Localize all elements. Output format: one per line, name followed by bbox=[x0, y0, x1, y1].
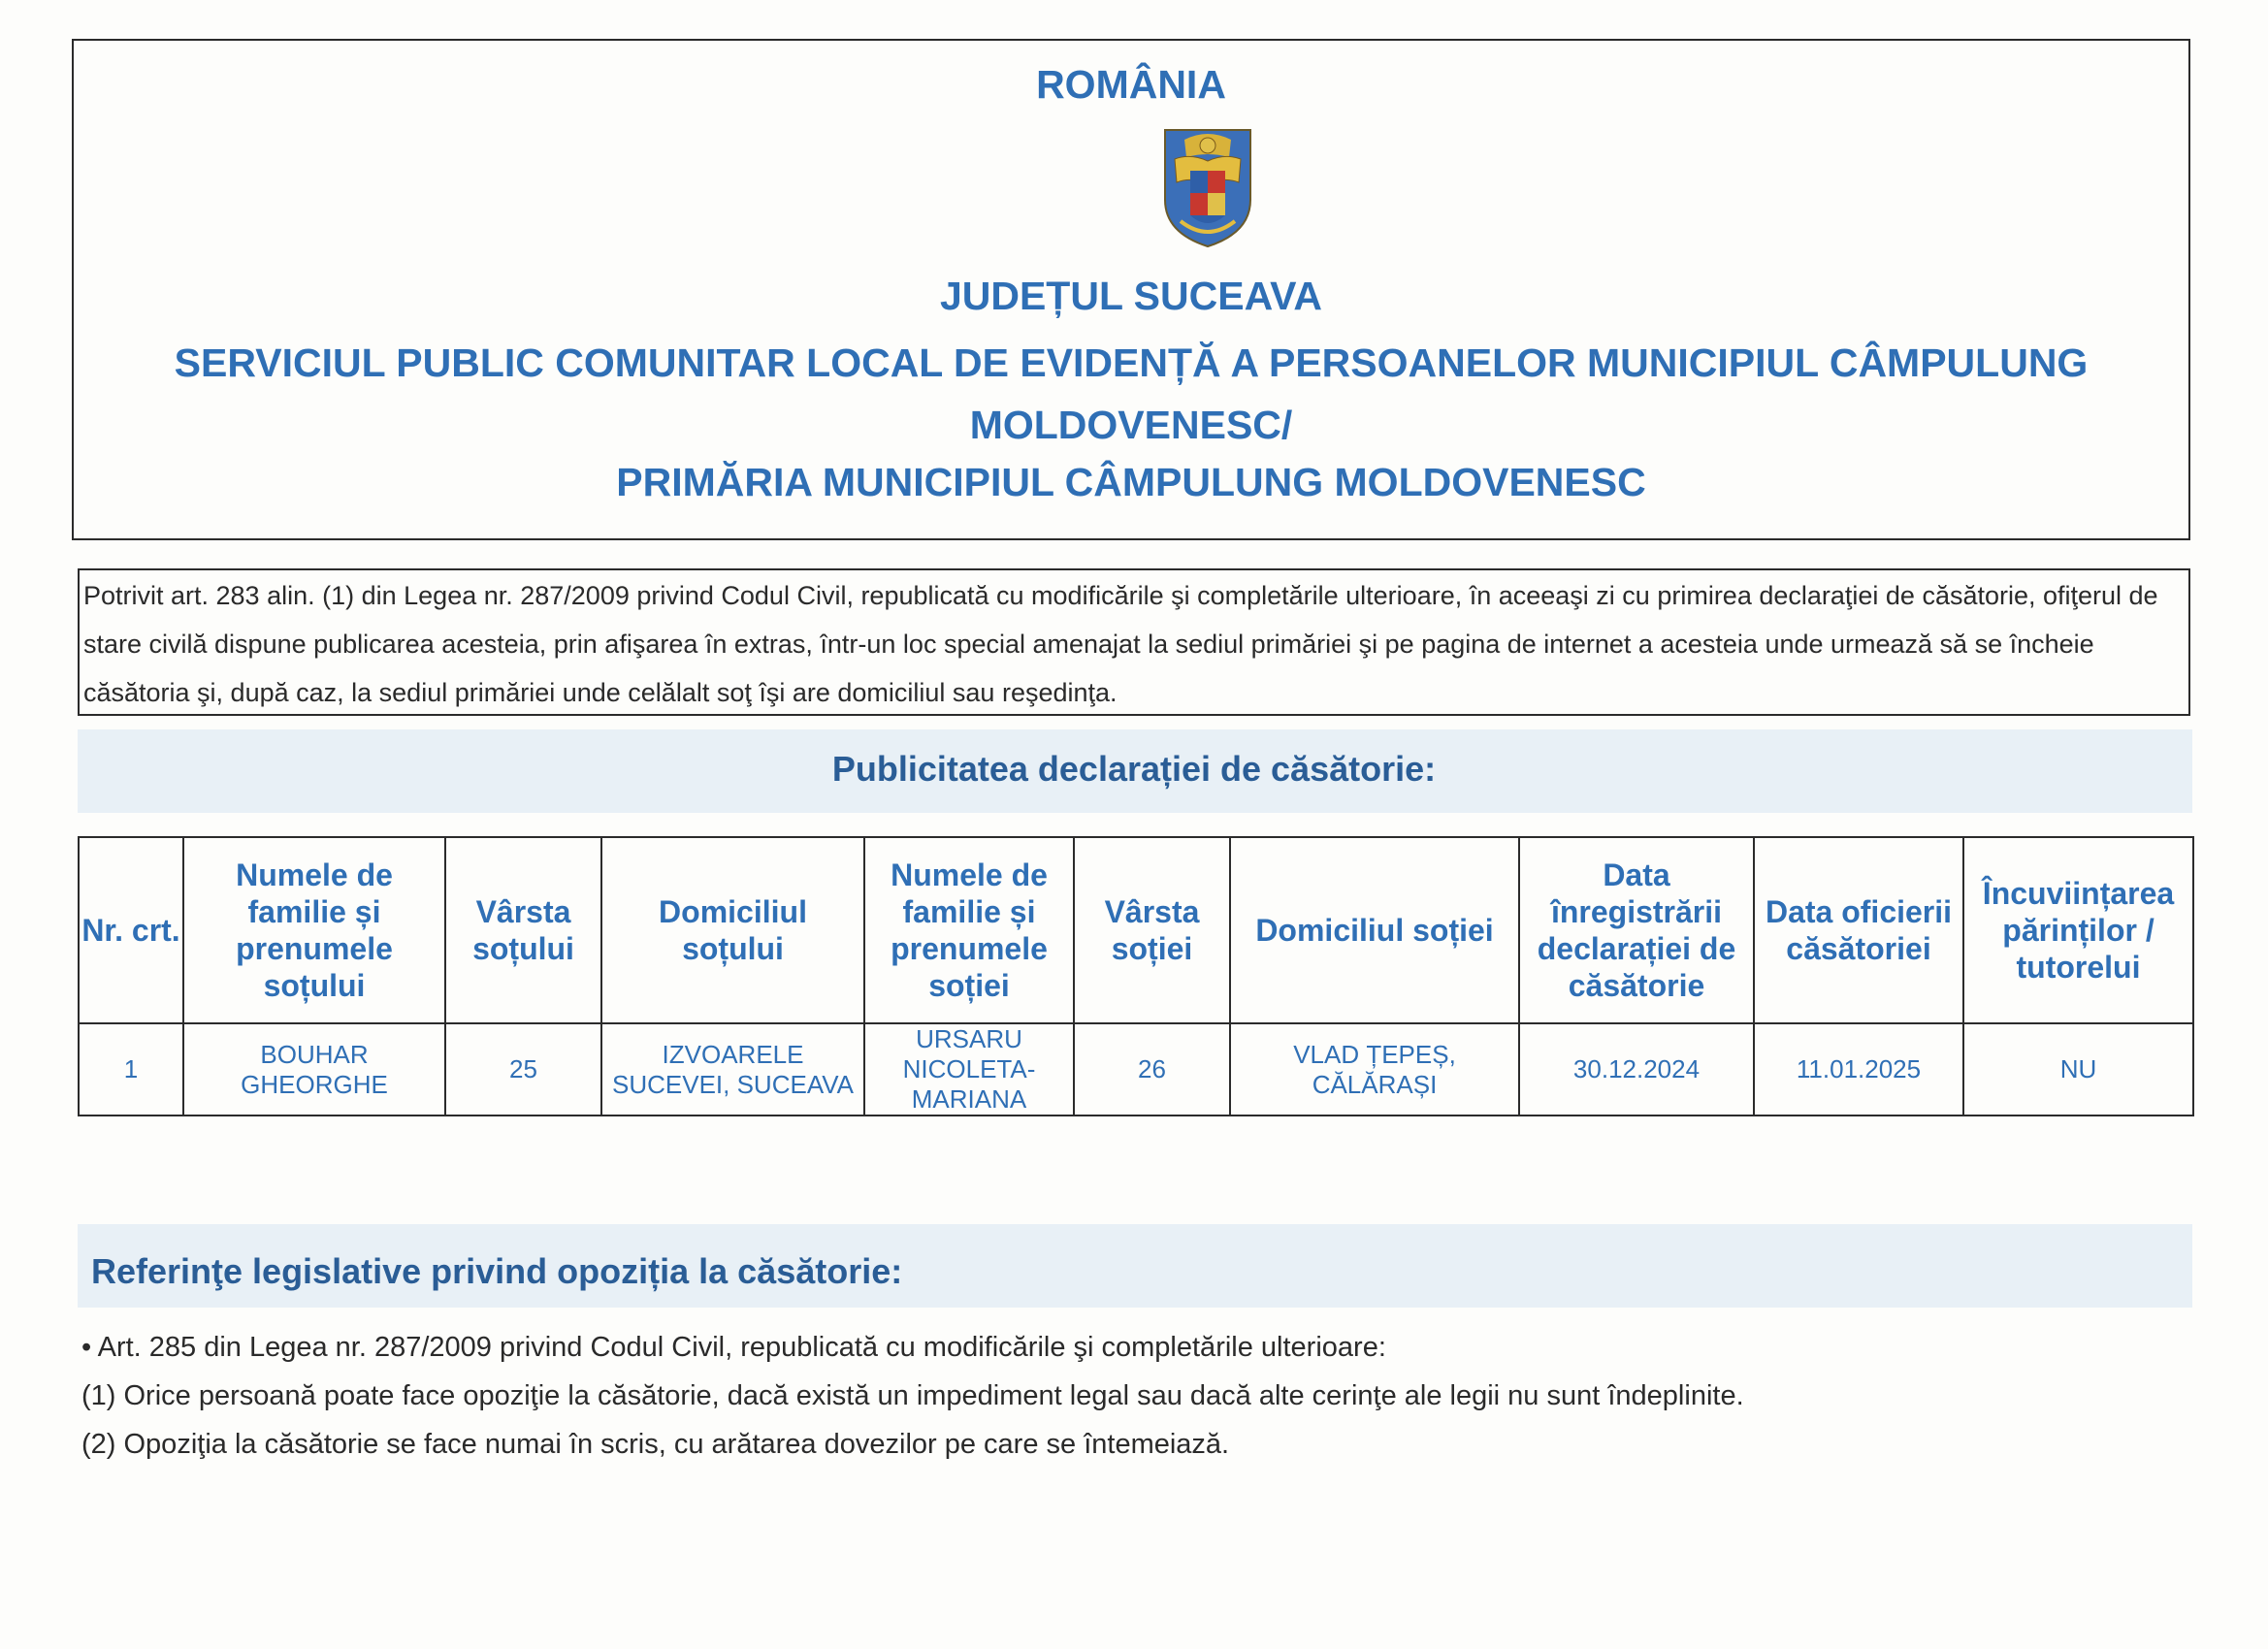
legal-intro: Potrivit art. 283 alin. (1) din Legea nr. 287/2009 privind Codul Civil, republicată cu modificările şi completările ulterioare, în aceeaşi zi cu primirea declaraţiei de căsătorie, ofiţerul de stare civilă dispune publicarea acesteia, prin afişarea în extras, într-un loc special amenajat la sediul primăriei şi pe pagina de internet a acesteia unde urmează să se încheie căsătoria şi, după caz, la sediul primăriei unde celălalt soţ îşi are domiciliul sau reşedinţa. bbox=[78, 568, 2190, 716]
column-header: Data înregistrării declarației de căsătorie bbox=[1519, 837, 1754, 1023]
cell-wife-name: URSARU NICOLETA-MARIANA bbox=[864, 1023, 1074, 1116]
reference-line: (1) Orice persoană poate face opoziţie la căsătorie, dacă există un impediment legal sau dacă alte cerinţe ale legii nu sunt îndeplinite. bbox=[81, 1380, 1744, 1411]
table-row bbox=[79, 1023, 2193, 1116]
cell-wife-age: 26 bbox=[1074, 1023, 1230, 1116]
county-title: JUDEȚUL SUCEAVA bbox=[939, 274, 1323, 318]
cell-husband-age: 25 bbox=[445, 1023, 601, 1116]
column-header: Domiciliul soțului bbox=[601, 837, 864, 1023]
cell-registration-date: 30.12.2024 bbox=[1519, 1023, 1754, 1116]
cell-consent: NU bbox=[1963, 1023, 2193, 1116]
header-box bbox=[72, 39, 2190, 540]
column-header: Încuviințarea părinților / tutorelui bbox=[1963, 837, 2193, 1023]
column-header: Numele de familie și prenumele soțului bbox=[183, 837, 445, 1023]
column-header: Vârsta soției bbox=[1074, 837, 1230, 1023]
cell-husband-address: IZVOARELE SUCEVEI, SUCEAVA bbox=[601, 1023, 864, 1116]
reference-line: (2) Opoziţia la căsătorie se face numai în scris, cu arătarea dovezilor pe care se întemeiază. bbox=[81, 1429, 1230, 1460]
references-title: Referinţe legislative privind opoziția la căsătorie: bbox=[91, 1251, 903, 1291]
romania-coat-of-arms-icon bbox=[1161, 124, 1254, 250]
cell-wife-address: VLAD ȚEPEȘ, CĂLĂRAȘI bbox=[1230, 1023, 1519, 1116]
publication-title: Publicitatea declarației de căsătorie: bbox=[831, 749, 1437, 789]
reference-line: • Art. 285 din Legea nr. 287/2009 privind Codul Civil, republicată cu modificările şi completările ulterioare: bbox=[81, 1332, 1386, 1363]
references-list bbox=[81, 1323, 2167, 1469]
column-header: Data oficierii căsătoriei bbox=[1754, 837, 1963, 1023]
cell-ceremony-date: 11.01.2025 bbox=[1754, 1023, 1963, 1116]
declaration-table bbox=[78, 836, 2194, 1116]
townhall-title: PRIMĂRIA MUNICIPIUL CÂMPULUNG MOLDOVENESC bbox=[616, 460, 1646, 504]
table-header-row bbox=[79, 837, 2193, 1023]
column-header: Numele de familie și prenumele soției bbox=[864, 837, 1074, 1023]
cell-nr: 1 bbox=[79, 1023, 183, 1116]
column-header: Nr. crt. bbox=[79, 837, 183, 1023]
column-header: Domiciliul soției bbox=[1230, 837, 1519, 1023]
cell-husband-name: BOUHAR GHEORGHE bbox=[183, 1023, 445, 1116]
column-header: Vârsta soțului bbox=[445, 837, 601, 1023]
service-title: SERVICIUL PUBLIC COMUNITAR LOCAL DE EVIDENȚĂ A PERSOANELOR MUNICIPIUL CÂMPULUNG MOLDOVENESC/ bbox=[174, 340, 2089, 447]
country-title: ROMÂNIA bbox=[1036, 62, 1226, 107]
